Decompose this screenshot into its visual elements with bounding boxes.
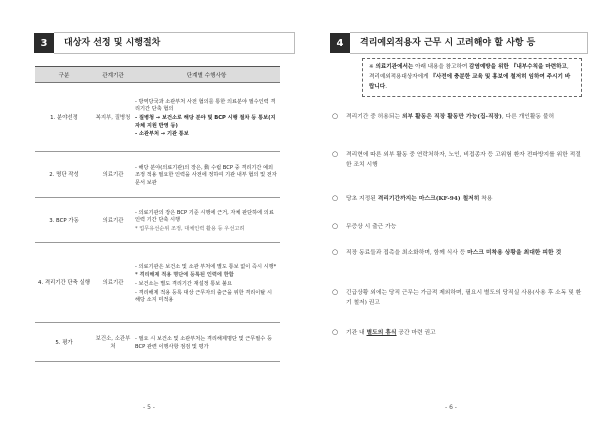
page-number: - 5 - xyxy=(143,404,155,411)
table-row xyxy=(35,87,280,151)
content-line: - 필요 시 보건소 및 소관부처는 격리해제명단 및 근무필수 등 BCP 관련 이행사항 점검 및 평가 xyxy=(135,336,272,350)
bullet-circle-icon: ○ xyxy=(332,112,339,120)
content-cell xyxy=(133,327,280,361)
notice-text: , 격리예외적용대상자에게 xyxy=(369,64,569,80)
table-row xyxy=(35,327,280,361)
table-header-row xyxy=(35,67,280,83)
bullet-circle-icon: ○ xyxy=(332,288,339,296)
section-number: 3 xyxy=(34,33,54,53)
list-item xyxy=(332,222,582,232)
content-cell xyxy=(133,247,280,323)
page-number: - 6 - xyxy=(445,404,457,411)
section-4-header xyxy=(330,32,588,54)
table-row xyxy=(35,202,280,242)
bullet-circle-icon: ○ xyxy=(332,248,339,256)
notice-marker: ※ xyxy=(369,64,374,70)
table-row xyxy=(35,156,280,198)
notice-subject: 의료기관에서는 xyxy=(375,64,414,70)
list-item xyxy=(332,328,582,338)
item-emphasis: 외부 활동은 직장 활동만 가능(집-직장) xyxy=(401,114,502,120)
notice-text: . xyxy=(385,83,387,90)
notice-emphasis: 『사전에 충분한 교육 및 홍보에 철저히 임하여 주시기 바랍니다 xyxy=(369,73,571,90)
item-text: 착용 xyxy=(479,196,493,202)
section-number: 4 xyxy=(330,33,350,53)
notice-text: 아래 내용을 참고하여 xyxy=(413,64,470,70)
item-emphasis: 격리기간까지는 마스크(KF-94) 철저히 xyxy=(377,196,480,202)
agency-cell: 보건소, 소관부처 xyxy=(93,327,133,361)
agency-cell: 의료기관 xyxy=(93,247,133,323)
bullet-circle-icon: ○ xyxy=(332,222,339,230)
content-line: - 보건소는 별도 격리기간 재설정 통보 불요 xyxy=(135,280,232,287)
header-agency: 관계기관 xyxy=(93,67,133,83)
item-text: 기관 내 xyxy=(346,330,367,336)
list-item xyxy=(332,248,582,258)
item-emphasis: 별도의 휴식 xyxy=(366,330,397,336)
right-page xyxy=(300,0,600,424)
item-text: 당초 지정된 xyxy=(346,196,378,202)
item-emphasis: 마스크 미착용 상황을 최대한 피한 것 xyxy=(467,250,562,256)
content-line: - 의료기관의 장은 BCP 기준 시행에 근거, 자체 판단하에 의료인력 기간 단축 시행 xyxy=(135,209,274,224)
list-item xyxy=(332,194,582,204)
item-text: 무증상 시 출근 가능 xyxy=(346,224,397,230)
content-line: - 질병청 → 보건소로 해당 분야 및 BCP 시행 절차 등 통보(지자체 지원 반영 등) xyxy=(135,114,276,129)
item-text: , 다른 개인활동 불허 xyxy=(501,114,555,120)
item-text: 격리현에 따른 외부 활동 중 연락처하자, 노인, 비접종자 등 고위험 환자 전파방지를 위한 적절한 조치 시행 xyxy=(346,152,581,169)
table-row xyxy=(35,247,280,323)
section-3-header xyxy=(34,32,295,54)
content-cell xyxy=(133,87,280,151)
content-note: * 업무유선순위 조정, 대체인력 활용 등 우선고려 xyxy=(135,226,245,233)
stage-cell: 5. 평가 xyxy=(35,327,93,361)
notice-emphasis: 감염예방을 위한 『내부수칙을 마련하고 xyxy=(469,64,567,70)
item-text: 직장 동료들과 접촉을 최소화하며, 함께 식사 등 xyxy=(346,250,468,256)
stage-cell: 3. BCP 가동 xyxy=(35,202,93,242)
item-text: 긴급상황 외에는 당직 근무는 가급적 제외하며, 필요시 별도의 당직실 사용(사용 후 소독 및 환기 철저) 권고 xyxy=(346,290,582,307)
stage-cell: 2. 명단 작성 xyxy=(35,156,93,198)
stage-cell: 1. 분야선정 xyxy=(35,87,93,151)
header-stage: 구분 xyxy=(35,67,93,83)
content-line: - 해당 분야(의료기관)의 장은, 動 수립 BCP 중 격리기간 예외조정 적용 필요한 인력을 사전에 정하여 기관 내부 협의 및 전자문서 보관 xyxy=(135,164,277,187)
item-text: 공간 마련 권고 xyxy=(396,330,436,336)
bullet-circle-icon: ○ xyxy=(332,194,339,202)
bullet-circle-icon: ○ xyxy=(332,150,339,158)
content-line: - 격리해제 적용 등록 대상 근무자의 출근을 위한 격리이탈 시 해당 소지 미적용 xyxy=(135,289,272,304)
list-item xyxy=(332,112,582,122)
list-item xyxy=(332,150,582,170)
list-item xyxy=(332,288,582,308)
content-cell xyxy=(133,156,280,198)
notice-box xyxy=(362,58,582,97)
procedure-table xyxy=(35,66,280,362)
header-content: 단계별 수행사항 xyxy=(133,67,280,83)
content-line: - 소관부처 → 기관 통보 xyxy=(135,131,189,138)
content-note: * 격리해제 적용 명단에 등록된 인력에 한함 xyxy=(135,272,234,279)
agency-cell: 복지부, 질병청 xyxy=(93,87,133,151)
bullet-circle-icon: ○ xyxy=(332,328,339,336)
content-line: - 의료기관은 보건소 및 소관 부처에 별도 통보 없이 즉시 시행* xyxy=(135,263,277,270)
content-line: - 방역당국과 소관부처 사전 협의를 통한 의료분야 필수인력 격리기간 단축 협의 xyxy=(135,98,276,113)
stage-cell: 4. 격리기간 단축 실행 xyxy=(35,247,93,323)
agency-cell: 의료기관 xyxy=(93,202,133,242)
item-text: 격리기간 중 허용되는 xyxy=(346,114,402,120)
content-cell xyxy=(133,202,280,242)
section-title: 대상자 선정 및 시행절차 xyxy=(54,32,295,54)
section-title: 격리예외적용자 근무 시 고려해야 할 사항 등 xyxy=(350,32,588,54)
agency-cell: 의료기관 xyxy=(93,156,133,198)
